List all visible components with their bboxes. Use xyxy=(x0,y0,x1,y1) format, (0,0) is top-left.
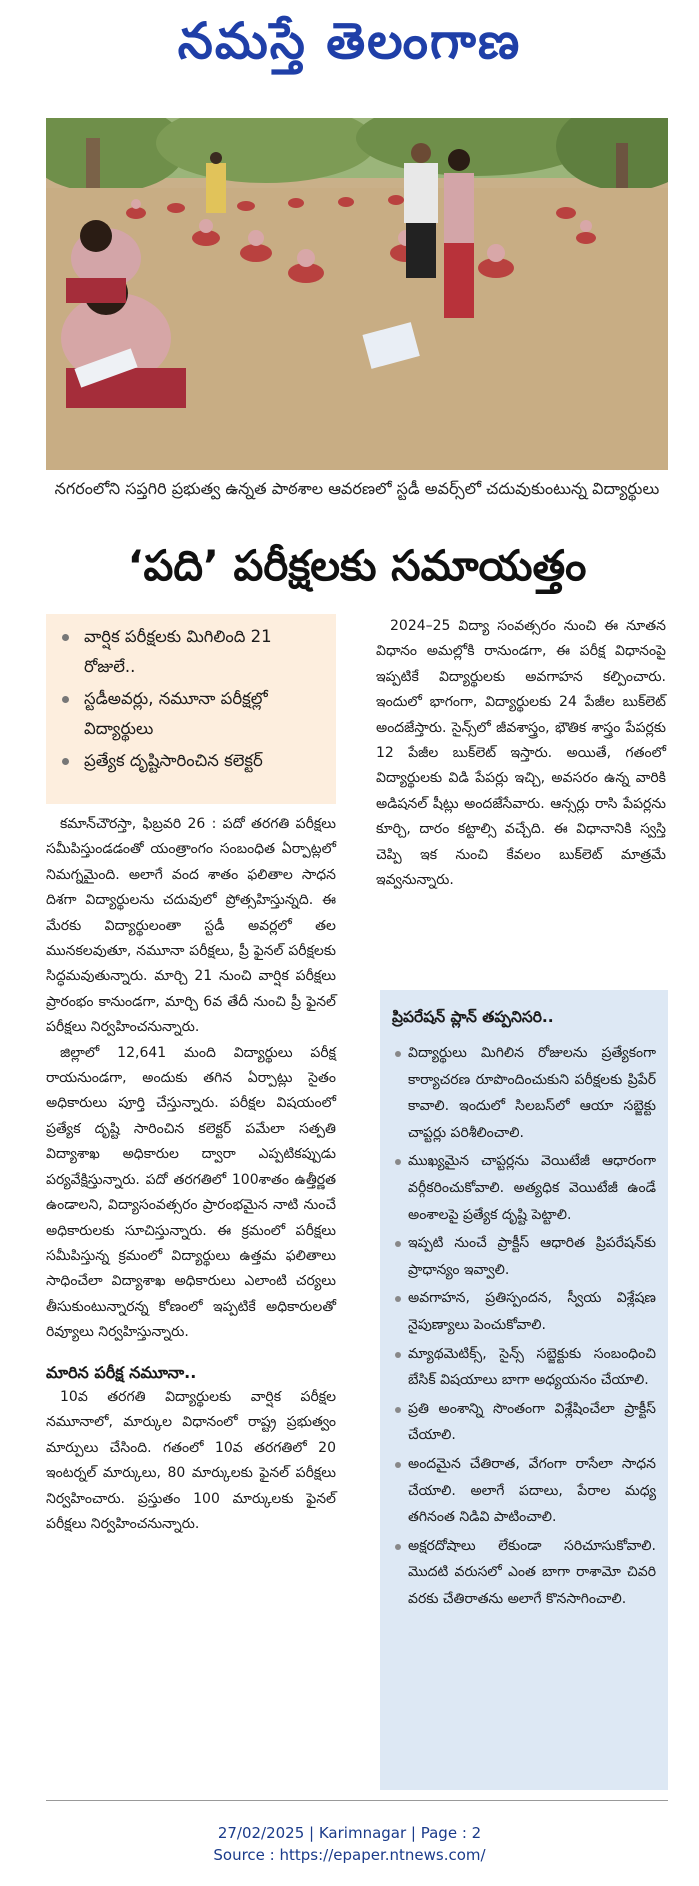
highlight-item: స్టడీఅవర్లు, నమూనా పరీక్షల్లో విద్యార్థులు xyxy=(58,684,326,744)
page-footer xyxy=(0,1822,699,1866)
article-paragraph: 10వ తరగతి విద్యార్థులకు వార్షిక పరీక్షల నమూనాలో, మార్కుల విధానంలో రాష్ట్ర ప్రభుత్వం మార్పులు చేసింది. గతంలో 10వ తరగతిలో 20 ఇంటర్నల్ మార్కులు, 80 మార్కులకు ఫైనల్ పరీక్షలు నిర్వహించారు. ప్రస్తుతం 100 మార్కులకు ఫైనల్ పరీక్షలు నిర్వహించనున్నారు. xyxy=(46,1388,336,1532)
article-headline: ‘పది’ పరీక్షలకు సమాయత్తం xyxy=(127,541,587,590)
highlight-item: ప్రత్యేక దృష్టిసారించిన కలెక్టర్ xyxy=(58,746,326,776)
article-right-column xyxy=(376,614,666,893)
tip-item: ముఖ్యమైన చాప్టర్లను వెయిటేజీ ఆధారంగా వర్గీకరించుకోవాలి. అత్యధిక వెయిటేజీ ఉండే అంశాలపై ప్రత్యేక దృష్టి పెట్టాలి. xyxy=(392,1148,656,1228)
tip-item: అక్షరదోషాలు లేకుండా సరిచూసుకోవాలి. మొదటి వరుసలో ఎంత బాగా రాశామో చివరి వరకు చేతిరాతను అలాగే కొనసాగించాలి. xyxy=(392,1533,656,1613)
tip-item: ఇప్పటి నుంచే ప్రాక్టీస్ ఆధారిత ప్రిపరేషన్‌కు ప్రాధాన్యం ఇవ్వాలి. xyxy=(392,1230,656,1283)
highlight-item: వార్షిక పరీక్షలకు మిగిలింది 21 రోజులే.. xyxy=(58,622,326,682)
article-paragraph: కమాన్‌చౌరస్తా, ఫిబ్రవరి 26 : పదో తరగతి పరీక్షలు సమీపిస్తుండడంతో యంత్రాంగం సంబంధిత ఏర్పాట్లలో నిమగ్నమైంది. అలాగే వంద శాతం ఫలితాల సాధన దిశగా విద్యార్థులను చదువులో ప్రోత్సహిస్తున్నది. ఈ మేరకు విద్యార్థులంతా స్టడీ అవర్లలో తల మునకలవుతూ, నమూనా పరీక్షలు, ప్రీ ఫైనల్ పరీక్షలకు సిద్ధమవుతున్నారు. మార్చి 21 నుంచి వార్షిక పరీక్షలు ప్రారంభం కానుండగా, మార్చి 6వ తేదీ నుంచి ప్రీ ఫైనల్ పరీక్షలు నిర్వహించనున్నారు. xyxy=(46,816,336,1036)
photo-caption: నగరంలోని సప్తగిరి ప్రభుత్వ ఉన్నత పాఠశాల ఆవరణలో స్టడీ అవర్స్‌లో చదువుకుంటున్న విద్యార్థులు xyxy=(54,479,660,498)
article-paragraph: జిల్లాలో 12,641 మంది విద్యార్థులు పరీక్ష రాయనుండగా, అందుకు తగిన ఏర్పాట్లు సైతం అధికారులు పూర్తి చేస్తున్నారు. పరీక్షల విషయంలో ప్రత్యేక దృష్టి సారించిన కలెక్టర్ పమేలా సత్పతి విద్యాశాఖ అధికారుల ద్వారా ఎప్పటికప్పుడు పర్యవేక్షిస్తున్నారు. పదో తరగతిలో 100శాతం ఉత్తీర్ణత ఉండాలని, విద్యాసంవత్సరం ప్రారంభమైన నాటి నుంచే అధికారులకు సూచిస్తున్నారు. ఈ క్రమంలో పరీక్షలు సమీపిస్తున్న క్రమంలో విద్యార్థులు ఉత్తమ ఫలితాలు సాధించేలా విద్యాశాఖ అధికారులు ఎలాంటి చర్యలు తీసుకుంటున్నారన్న కోణంలో ఇప్పటికే అధికారులతో రివ్యూలు నిర్వహిస్తున్నారు. xyxy=(46,1044,336,1341)
footer-date-edition: 27/02/2025 | Karimnagar | Page : 2 xyxy=(217,1824,482,1842)
footer-divider xyxy=(46,1800,668,1801)
tip-item: విద్యార్థులు మిగిలిన రోజులను ప్రత్యేకంగా కార్యాచరణ రూపొందించుకుని పరీక్షలకు ప్రిపేర్ కావాలి. ఇందులో సిలబస్‌లో ఆయా సబ్జెక్టు చాప్టర్లు పరిశీలించాలి. xyxy=(392,1040,656,1146)
tips-title: ప్రిపరేషన్ ప్లాన్ తప్పనిసరి.. xyxy=(392,1008,554,1026)
article-paragraph: 2024–25 విద్యా సంవత్సరం నుంచి ఈ నూతన విధానం అమల్లోకి రానుండగా, ఈ పరీక్ష విధానంపై ఇప్పటికే విద్యార్థులకు అవగాహన కల్పించారు. ఇందులో భాగంగా, విద్యార్థులకు 24 పేజీల బుక్‌లెట్ అందజేస్తారు. సైన్స్‌లో జీవశాస్త్రం, భౌతిక శాస్త్రం పేపర్లకు 12 పేజీల బుక్‌లెట్ ఇస్తారు. అయితే, గతంలో విద్యార్థులకు విడి పేపర్లు ఇచ్చి, అవసరం ఉన్న వారికి అడిషనల్ షీట్లు అందజేసేవారు. ఆన్సర్లు రాసి పేపర్లను కూర్చి, దారం కట్టాల్సి వచ్చేది. ఈ విధానానికి స్వస్తి చెప్పి ఇక నుంచి కేవలం బుక్‌లెట్ మాత్రమే ఇవ్వనున్నారు. xyxy=(376,618,666,889)
tip-item: మ్యాథమెటిక్స్, సైన్స్ సబ్జెక్టుకు సంబంధించి బేసిక్ విషయాలు బాగా అధ్యయనం చేయాలి. xyxy=(392,1341,656,1394)
tip-item: ప్రతి అంశాన్ని సొంతంగా విశ్లేషించేలా ప్రాక్టీస్ చేయాలి. xyxy=(392,1396,656,1449)
preparation-tips-box xyxy=(380,990,668,1790)
news-photo xyxy=(46,118,668,470)
article-left-column xyxy=(46,812,336,1537)
newspaper-masthead: నమస్తే తెలంగాణ xyxy=(177,12,522,70)
footer-source-link[interactable]: Source : https://epaper.ntnews.com/ xyxy=(213,1846,486,1864)
highlights-box xyxy=(46,614,336,804)
section-subhead: మారిన పరీక్ష నమూనా.. xyxy=(46,1362,197,1382)
tip-item: అవగాహన, ప్రతిస్పందన, స్వీయ విశ్లేషణ నైపుణ్యాలు పెంచుకోవాలి. xyxy=(392,1285,656,1338)
tip-item: అందమైన చేతిరాత, వేగంగా రాసేలా సాధన చేయాలి. అలాగే పదాలు, పేరాల మధ్య తగినంత నిడివి పాటించాలి. xyxy=(392,1451,656,1531)
